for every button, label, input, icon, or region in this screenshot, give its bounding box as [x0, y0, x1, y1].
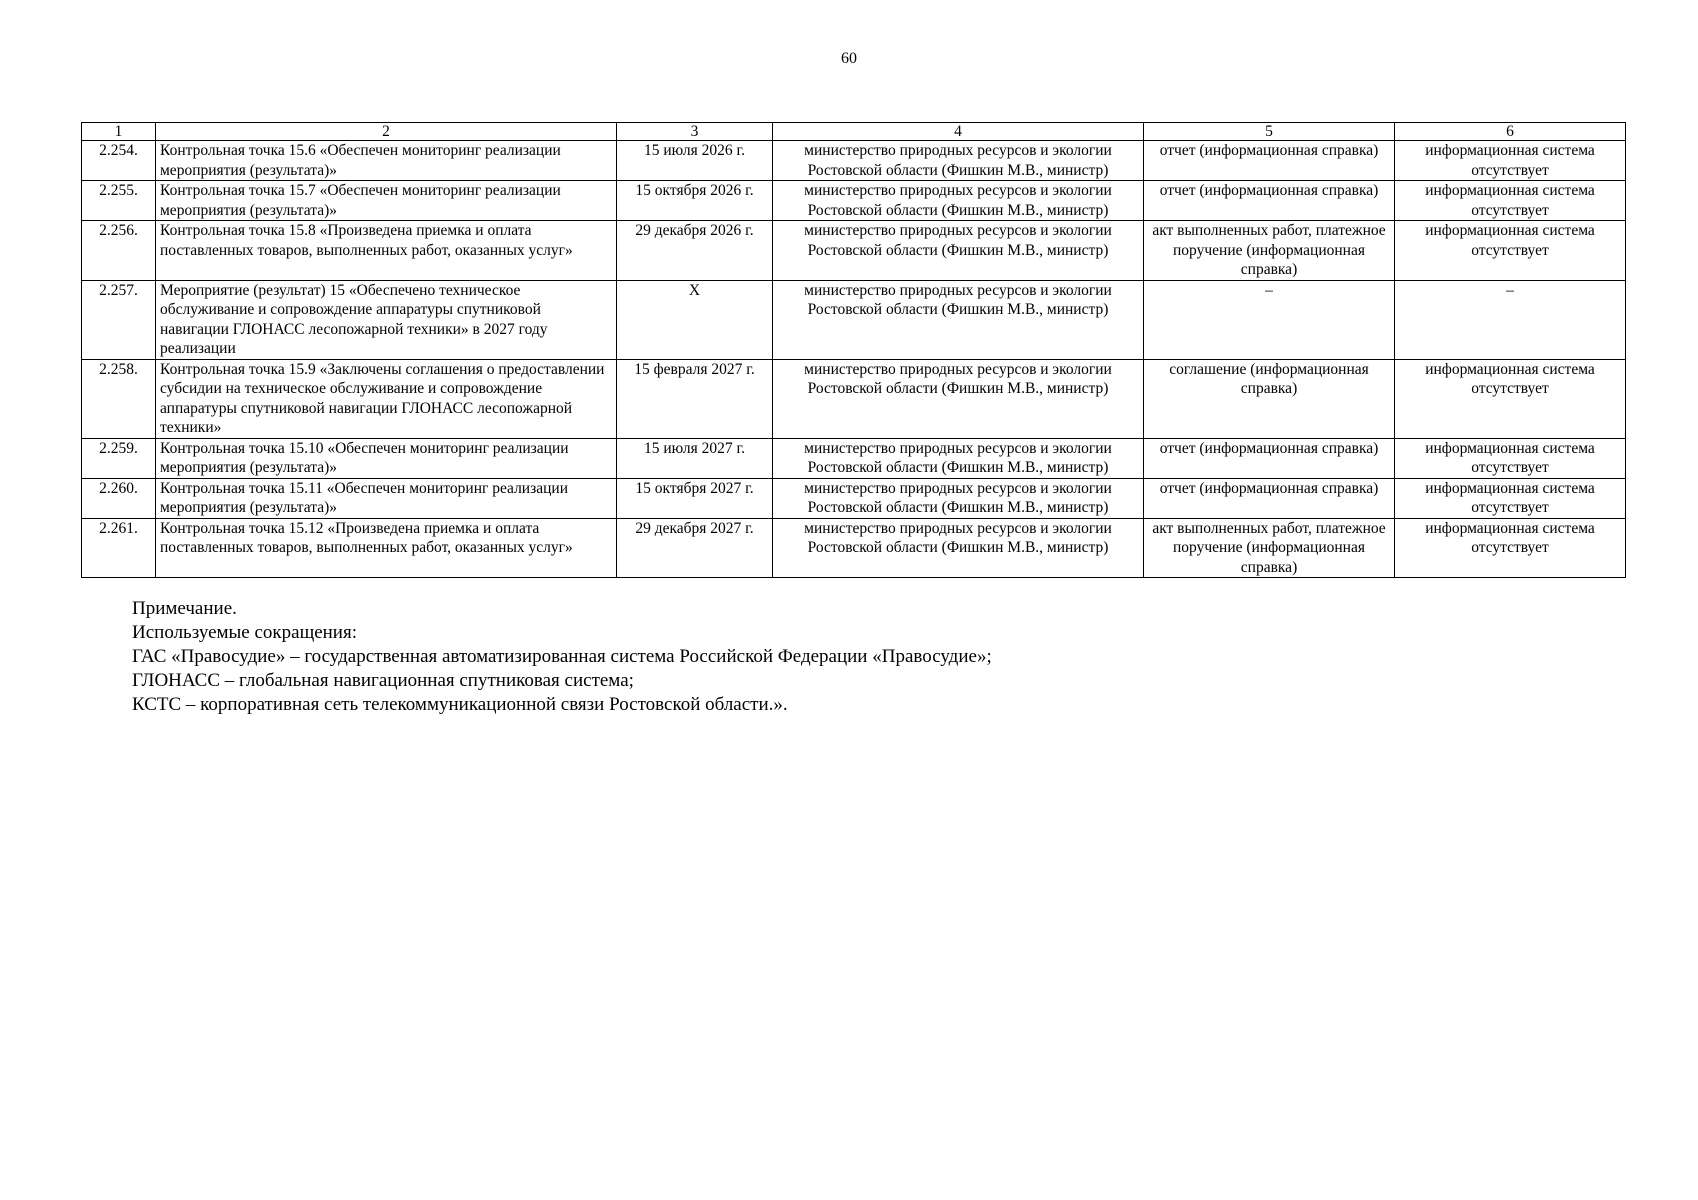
row-name: Контрольная точка 15.9 «Заключены соглашения о предоставлении субсидии на техническое обслуживание и сопровождение аппаратуры спутниковой навигации ГЛОНАСС лесопожарной техники» [156, 359, 617, 438]
row-document: отчет (информационная справка) [1144, 438, 1395, 478]
page-number: 60 [841, 50, 857, 67]
row-responsible: министерство природных ресурсов и экологии Ростовской области (Фишкин М.В., министр) [773, 221, 1144, 281]
row-system: информационная система отсутствует [1395, 478, 1626, 518]
row-name: Контрольная точка 15.11 «Обеспечен мониторинг реализации мероприятия (результата)» [156, 478, 617, 518]
row-system: информационная система отсутствует [1395, 141, 1626, 181]
row-document: отчет (информационная справка) [1144, 478, 1395, 518]
row-document: отчет (информационная справка) [1144, 181, 1395, 221]
row-date: 15 октября 2027 г. [617, 478, 773, 518]
abbreviation-line: КСТС – корпоративная сеть телекоммуникационной связи Ростовской области.». [132, 694, 788, 715]
row-system: информационная система отсутствует [1395, 221, 1626, 281]
table-row [82, 518, 1626, 578]
column-header: 4 [773, 123, 1144, 141]
row-date: 15 июля 2027 г. [617, 438, 773, 478]
table-row [82, 141, 1626, 181]
row-name: Мероприятие (результат) 15 «Обеспечено техническое обслуживание и сопровождение аппаратуры спутниковой навигации ГЛОНАСС лесопожарной техники» в 2027 году реализации [156, 280, 617, 359]
row-document: акт выполненных работ, платежное поручение (информационная справка) [1144, 221, 1395, 281]
row-number: 2.259. [82, 438, 156, 478]
plan-table [81, 122, 1626, 578]
table-row [82, 181, 1626, 221]
row-number: 2.257. [82, 280, 156, 359]
row-responsible: министерство природных ресурсов и экологии Ростовской области (Фишкин М.В., министр) [773, 478, 1144, 518]
row-name: Контрольная точка 15.6 «Обеспечен мониторинг реализации мероприятия (результата)» [156, 141, 617, 181]
column-header: 5 [1144, 123, 1395, 141]
row-date: 15 октября 2026 г. [617, 181, 773, 221]
row-number: 2.255. [82, 181, 156, 221]
column-header: 2 [156, 123, 617, 141]
table-row [82, 478, 1626, 518]
table-row [82, 221, 1626, 281]
row-name: Контрольная точка 15.10 «Обеспечен мониторинг реализации мероприятия (результата)» [156, 438, 617, 478]
row-system: информационная система отсутствует [1395, 359, 1626, 438]
row-name: Контрольная точка 15.8 «Произведена приемка и оплата поставленных товаров, выполненных работ, оказанных услуг» [156, 221, 617, 281]
row-date: 29 декабря 2027 г. [617, 518, 773, 578]
abbreviation-line: ГЛОНАСС – глобальная навигационная спутниковая система; [132, 670, 634, 691]
table-header-row [82, 123, 1626, 141]
row-responsible: министерство природных ресурсов и экологии Ростовской области (Фишкин М.В., министр) [773, 518, 1144, 578]
row-responsible: министерство природных ресурсов и экологии Ростовской области (Фишкин М.В., министр) [773, 280, 1144, 359]
row-number: 2.256. [82, 221, 156, 281]
column-header: 6 [1395, 123, 1626, 141]
row-document: акт выполненных работ, платежное поручение (информационная справка) [1144, 518, 1395, 578]
notes-section [132, 597, 1612, 717]
row-date: 29 декабря 2026 г. [617, 221, 773, 281]
abbreviation-line: ГАС «Правосудие» – государственная автоматизированная система Российской Федерации «Правосудие»; [132, 646, 992, 667]
column-header: 1 [82, 123, 156, 141]
row-responsible: министерство природных ресурсов и экологии Ростовской области (Фишкин М.В., министр) [773, 141, 1144, 181]
row-system: информационная система отсутствует [1395, 518, 1626, 578]
row-name: Контрольная точка 15.12 «Произведена приемка и оплата поставленных товаров, выполненных работ, оказанных услуг» [156, 518, 617, 578]
row-number: 2.254. [82, 141, 156, 181]
row-system: – [1395, 280, 1626, 359]
notes-title: Примечание. [132, 598, 237, 619]
row-document: отчет (информационная справка) [1144, 141, 1395, 181]
row-date: Х [617, 280, 773, 359]
row-date: 15 февраля 2027 г. [617, 359, 773, 438]
column-header: 3 [617, 123, 773, 141]
row-name: Контрольная точка 15.7 «Обеспечен мониторинг реализации мероприятия (результата)» [156, 181, 617, 221]
row-responsible: министерство природных ресурсов и экологии Ростовской области (Фишкин М.В., министр) [773, 438, 1144, 478]
table-row [82, 438, 1626, 478]
row-date: 15 июля 2026 г. [617, 141, 773, 181]
table-row [82, 280, 1626, 359]
row-number: 2.260. [82, 478, 156, 518]
row-number: 2.261. [82, 518, 156, 578]
row-document: – [1144, 280, 1395, 359]
abbreviations-heading: Используемые сокращения: [132, 622, 357, 643]
row-responsible: министерство природных ресурсов и экологии Ростовской области (Фишкин М.В., министр) [773, 181, 1144, 221]
row-system: информационная система отсутствует [1395, 181, 1626, 221]
row-document: соглашение (информационная справка) [1144, 359, 1395, 438]
row-number: 2.258. [82, 359, 156, 438]
row-system: информационная система отсутствует [1395, 438, 1626, 478]
row-responsible: министерство природных ресурсов и экологии Ростовской области (Фишкин М.В., министр) [773, 359, 1144, 438]
table-row [82, 359, 1626, 438]
